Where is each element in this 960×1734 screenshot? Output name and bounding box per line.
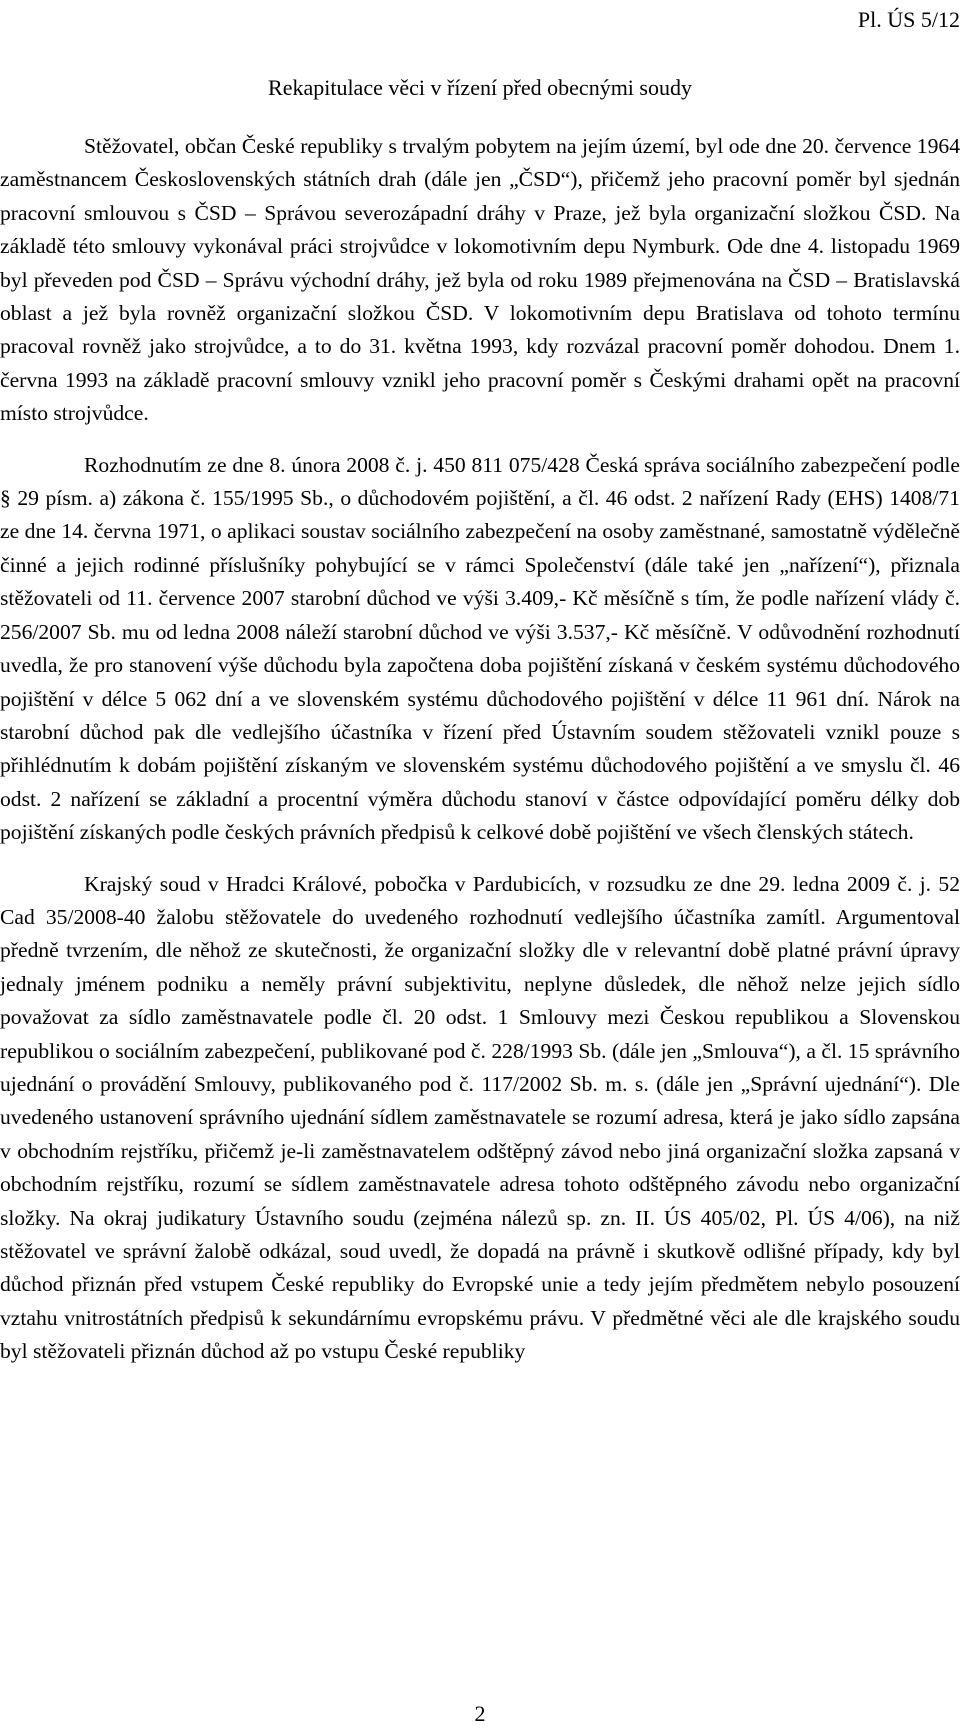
document-body bbox=[0, 130, 960, 1369]
paragraph-facts: Stěžovatel, občan České republiky s trvalým pobytem na jejím území, byl ode dne 20. července 1964 zaměstnancem Československých státních drah (dále jen „ČSD“), přičemž jeho pracovní poměr byl sjednán pracovní smlouvou s ČSD – Správou severozápadní dráhy v Praze, jež byla organizační složkou ČSD. Na základě této smlouvy vykonával práci strojvůdce v lokomotivním depu Nymburk. Ode dne 4. listopadu 1969 byl převeden pod ČSD – Správu východní dráhy, jež byla od roku 1989 přejmenována na ČSD – Bratislavská oblast a jež byla rovněž organizační složkou ČSD. V lokomotivním depu Bratislava od tohoto termínu pracoval rovněž jako strojvůdce, a to do 31. května 1993, kdy rozvázal pracovní poměr dohodou. Dnem 1. června 1993 na základě pracovní smlouvy vznikl jeho pracovní poměr s Českými drahami opět na pracovní místo strojvůdce. bbox=[0, 134, 960, 426]
paragraph-administrative-decision: Rozhodnutím ze dne 8. února 2008 č. j. 450 811 075/428 Česká správa sociálního zabezpečení podle § 29 písm. a) zákona č. 155/1995 Sb., o důchodovém pojištění, a čl. 46 odst. 2 nařízení Rady (EHS) 1408/71 ze dne 14. června 1971, o aplikaci soustav sociálního zabezpečení na osoby zaměstnané, samostatně výdělečně činné a jejich rodinné příslušníky pohybující se v rámci Společenství (dále také jen „nařízení“), přiznala stěžovateli od 11. července 2007 starobní důchod ve výši 3.409,- Kč měsíčně s tím, že podle nařízení vlády č. 256/2007 Sb. mu od ledna 2008 náleží starobní důchod ve výši 3.537,- Kč měsíčně. V odůvodnění rozhodnutí uvedla, že pro stanovení výše důchodu byla započtena doba pojištění získaná v českém systému důchodového pojištění v délce 5 062 dní a ve slovenském systému důchodového pojištění v délce 11 961 dní. Nárok na starobní důchod pak dle vedlejšího účastníka v řízení před Ústavním soudem stěžovateli vznikl pouze s přihlédnutím k dobám pojištění získaným ve slovenském systému důchodového pojištění a ve smyslu čl. 46 odst. 2 nařízení se základní a procentní výměra důchodu stanoví v částce odpovídající poměru délky dob pojištění získaných podle českých právních předpisů k celkové době pojištění ve všech členských státech. bbox=[0, 452, 960, 845]
page-number: 2 bbox=[474, 1701, 486, 1726]
section-title: Rekapitulace věci v řízení před obecnými soudy bbox=[268, 75, 692, 100]
paragraph-regional-court: Krajský soud v Hradci Králové, pobočka v Pardubicích, v rozsudku ze dne 29. ledna 2009 č. j. 52 Cad 35/2008-40 žalobu stěžovatele do uvedeného rozhodnutí vedlejšího účastníka zamítl. Argumentoval předně tvrzením, dle něhož ze skutečnosti, že organizační složky dle v relevantní době platné právní úpravy jednaly jménem podniku a neměly právní subjektivitu, neplyne důsledek, dle něhož nelze jejich sídlo považovat za sídlo zaměstnavatele podle čl. 20 odst. 1 Smlouvy mezi Českou republikou a Slovenskou republikou o sociálním zabezpečení, publikované pod č. 228/1993 Sb. (dále jen „Smlouva“), a čl. 15 správního ujednání o provádění Smlouvy, publikovaného pod č. 117/2002 Sb. m. s. (dále jen „Správní ujednání“). Dle uvedeného ustanovení správního ujednání sídlem zaměstnavatele se rozumí adresa, která je jako sídlo zapsána v obchodním rejstříku, přičemž je-li zaměstnavatelem odštěpný závod nebo jiná organizační složka zapsaná v obchodním rejstříku, rozumí se sídlem zaměstnavatele adresa tohoto odštěpného závodu nebo organizační složky. Na okraj judikatury Ústavního soudu (zejména nálezů sp. zn. II. ÚS 405/02, Pl. ÚS 4/06), na niž stěžovatel ve správní žalobě odkázal, soud uvedl, že dopadá na právně i skutkově odlišné případy, kdy byl důchod přiznán před vstupem České republiky do Evropské unie a tedy jejím předmětem nebylo posouzení vztahu vnitrostátních předpisů k sekundárnímu evropskému právu. V předmětné věci ale dle krajského soudu byl stěžovateli přiznán důchod až po vstupu České republiky bbox=[0, 871, 960, 1364]
case-reference: Pl. ÚS 5/12 bbox=[857, 7, 960, 32]
